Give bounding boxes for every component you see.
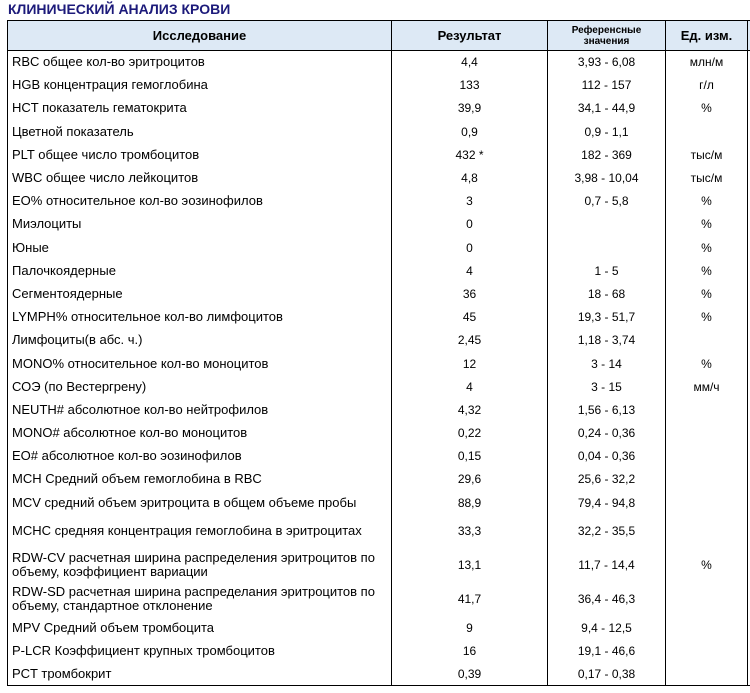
- test-name-cell: PCT тромбокрит: [8, 663, 392, 686]
- table-row: [8, 548, 750, 582]
- table-row: [8, 51, 750, 74]
- result-cell: 9: [392, 616, 548, 639]
- test-name-cell: MCV средний объем эритроцита в общем объеме пробы: [8, 491, 392, 514]
- result-cell: 33,3: [392, 514, 548, 548]
- test-name-cell: NEUTH# абсолютное кол-во нейтрофилов: [8, 398, 392, 421]
- test-name-cell: Юные: [8, 236, 392, 259]
- table-row: [8, 582, 750, 616]
- test-name-cell: WBC общее число лейкоцитов: [8, 166, 392, 189]
- reference-cell: 0,7 - 5,8: [548, 190, 666, 213]
- table-row: [8, 236, 750, 259]
- table-row: [8, 352, 750, 375]
- test-name-cell: Лимфоциты(в абс. ч.): [8, 329, 392, 352]
- test-name-cell: СОЭ (по Вестергрену): [8, 375, 392, 398]
- reference-cell: 0,17 - 0,38: [548, 663, 666, 686]
- units-cell: [666, 491, 748, 514]
- result-cell: 13,1: [392, 548, 548, 582]
- test-name-cell: Цветной показатель: [8, 120, 392, 143]
- units-cell: %: [666, 282, 748, 305]
- reference-cell: 0,9 - 1,1: [548, 120, 666, 143]
- results-table: [7, 20, 750, 686]
- units-cell: [666, 639, 748, 662]
- reference-cell: 1,18 - 3,74: [548, 329, 666, 352]
- test-name-cell: EO% относительное кол-во эозинофилов: [8, 190, 392, 213]
- units-cell: %: [666, 259, 748, 282]
- units-cell: %: [666, 306, 748, 329]
- result-cell: 41,7: [392, 582, 548, 616]
- reference-cell: [548, 236, 666, 259]
- table-row: [8, 97, 750, 120]
- table-row: [8, 616, 750, 639]
- reference-cell: 18 - 68: [548, 282, 666, 305]
- reference-cell: 3 - 14: [548, 352, 666, 375]
- reference-cell: 182 - 369: [548, 143, 666, 166]
- test-name-cell: Миэлоциты: [8, 213, 392, 236]
- reference-cell: 9,4 - 12,5: [548, 616, 666, 639]
- table-row: [8, 143, 750, 166]
- test-name-cell: MONO% относительное кол-во моноцитов: [8, 352, 392, 375]
- units-cell: [666, 616, 748, 639]
- reference-cell: 19,1 - 46,6: [548, 639, 666, 662]
- table-row: [8, 120, 750, 143]
- table-row: [8, 422, 750, 445]
- units-cell: %: [666, 352, 748, 375]
- test-name-cell: RDW-CV расчетная ширина распределения эритроцитов по объему, коэффициент вариации: [8, 548, 392, 582]
- test-name-cell: MCHC средняя концентрация гемоглобина в эритроцитах: [8, 514, 392, 548]
- header-result: Результат: [392, 21, 548, 51]
- table-row: [8, 282, 750, 305]
- test-name-cell: MONO# абсолютное кол-во моноцитов: [8, 422, 392, 445]
- table-row: [8, 190, 750, 213]
- reference-cell: 0,24 - 0,36: [548, 422, 666, 445]
- result-cell: 4: [392, 259, 548, 282]
- test-name-cell: LYMPH% относительное кол-во лимфоцитов: [8, 306, 392, 329]
- units-cell: [666, 445, 748, 468]
- test-name-cell: RDW-SD расчетная ширина распределания эритроцитов по объему, стандартное отклонение: [8, 582, 392, 616]
- result-cell: 0,39: [392, 663, 548, 686]
- result-cell: 0,9: [392, 120, 548, 143]
- units-cell: [666, 398, 748, 421]
- table-row: [8, 259, 750, 282]
- result-cell: 29,6: [392, 468, 548, 491]
- table-row: [8, 166, 750, 189]
- page-title: КЛИНИЧЕСКИЙ АНАЛИЗ КРОВИ: [8, 1, 231, 17]
- result-cell: 4,8: [392, 166, 548, 189]
- result-cell: 133: [392, 74, 548, 97]
- test-name-cell: HCT показатель гематокрита: [8, 97, 392, 120]
- units-cell: %: [666, 97, 748, 120]
- result-cell: 39,9: [392, 97, 548, 120]
- reference-cell: 79,4 - 94,8: [548, 491, 666, 514]
- reference-cell: 19,3 - 51,7: [548, 306, 666, 329]
- units-cell: [666, 120, 748, 143]
- reference-cell: 3 - 15: [548, 375, 666, 398]
- units-cell: %: [666, 236, 748, 259]
- result-cell: 4,4: [392, 51, 548, 74]
- result-cell: 45: [392, 306, 548, 329]
- table-row: [8, 74, 750, 97]
- reference-cell: 36,4 - 46,3: [548, 582, 666, 616]
- table-header-row: [8, 21, 750, 51]
- reference-cell: 11,7 - 14,4: [548, 548, 666, 582]
- table-row: [8, 213, 750, 236]
- header-units: Ед. изм.: [666, 21, 748, 51]
- result-cell: 432 *: [392, 143, 548, 166]
- result-cell: 4: [392, 375, 548, 398]
- units-cell: [666, 468, 748, 491]
- result-cell: 0: [392, 236, 548, 259]
- test-name-cell: EO# абсолютное кол-во эозинофилов: [8, 445, 392, 468]
- result-cell: 4,32: [392, 398, 548, 421]
- reference-cell: 25,6 - 32,2: [548, 468, 666, 491]
- header-reference-line1: Референсные: [571, 24, 642, 36]
- units-cell: %: [666, 548, 748, 582]
- result-cell: 0: [392, 213, 548, 236]
- table-row: [8, 306, 750, 329]
- reference-cell: 34,1 - 44,9: [548, 97, 666, 120]
- header-test: Исследование: [8, 21, 392, 51]
- units-cell: [666, 582, 748, 616]
- reference-cell: 3,93 - 6,08: [548, 51, 666, 74]
- reference-cell: 32,2 - 35,5: [548, 514, 666, 548]
- reference-cell: 1,56 - 6,13: [548, 398, 666, 421]
- units-cell: %: [666, 190, 748, 213]
- result-cell: 0,15: [392, 445, 548, 468]
- test-name-cell: P-LCR Коэффициент крупных тромбоцитов: [8, 639, 392, 662]
- table-row: [8, 514, 750, 548]
- units-cell: тыс/м: [666, 166, 748, 189]
- units-cell: [666, 514, 748, 548]
- test-name-cell: MPV Средний объем тромбоцита: [8, 616, 392, 639]
- units-cell: тыс/м: [666, 143, 748, 166]
- table-row: [8, 445, 750, 468]
- result-cell: 12: [392, 352, 548, 375]
- test-name-cell: HGB концентрация гемоглобина: [8, 74, 392, 97]
- test-name-cell: MCH Средний объем гемоглобина в RBC: [8, 468, 392, 491]
- reference-cell: [548, 213, 666, 236]
- units-cell: [666, 329, 748, 352]
- test-name-cell: RBC общее кол-во эритроцитов: [8, 51, 392, 74]
- test-name-cell: Палочкоядерные: [8, 259, 392, 282]
- table-row: [8, 329, 750, 352]
- reference-cell: 112 - 157: [548, 74, 666, 97]
- result-cell: 36: [392, 282, 548, 305]
- result-cell: 2,45: [392, 329, 548, 352]
- header-reference: [548, 21, 666, 51]
- table-row: [8, 663, 750, 686]
- table-row: [8, 639, 750, 662]
- result-cell: 3: [392, 190, 548, 213]
- table-row: [8, 398, 750, 421]
- table-row: [8, 375, 750, 398]
- units-cell: [666, 422, 748, 445]
- units-cell: мм/ч: [666, 375, 748, 398]
- table-row: [8, 491, 750, 514]
- reference-cell: 1 - 5: [548, 259, 666, 282]
- header-reference-line2: значения: [583, 35, 630, 47]
- result-cell: 88,9: [392, 491, 548, 514]
- reference-cell: 0,04 - 0,36: [548, 445, 666, 468]
- test-name-cell: Сегментоядерные: [8, 282, 392, 305]
- units-cell: г/л: [666, 74, 748, 97]
- units-cell: [666, 663, 748, 686]
- test-name-cell: PLT общее число тромбоцитов: [8, 143, 392, 166]
- reference-cell: 3,98 - 10,04: [548, 166, 666, 189]
- table-row: [8, 468, 750, 491]
- result-cell: 16: [392, 639, 548, 662]
- units-cell: млн/м: [666, 51, 748, 74]
- units-cell: %: [666, 213, 748, 236]
- result-cell: 0,22: [392, 422, 548, 445]
